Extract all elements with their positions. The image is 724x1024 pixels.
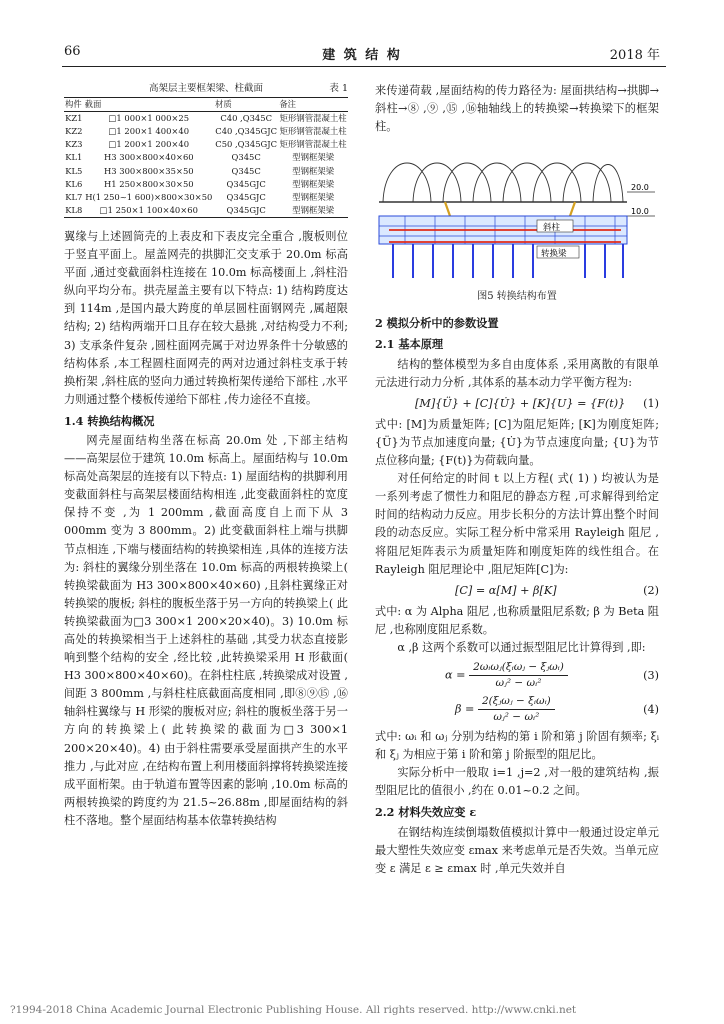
equation-2	[375, 582, 659, 600]
transfer-structure-drawing	[375, 146, 659, 284]
table-cell: KL7	[65, 191, 83, 202]
page-number: 66	[64, 44, 81, 59]
paragraph: 来传递荷载 ,屋面结构的传力路径为: 屋面拱结构→拱脚→斜柱→⑧ ,⑨ ,⑮ ,⑯轴轴线上的转换梁→转换梁下的框架柱。	[375, 84, 659, 134]
paragraph: 式中: [M]为质量矩阵; [C]为阻尼矩阵; [K]为刚度矩阵; {Ü}为节点加速度向量; {U̇}为节点速度向量; {U}为节点位移向量; {F(t)}为荷载向量。	[375, 417, 659, 468]
table-cell: H(1 250~1 600)×800×30×50	[85, 191, 213, 202]
table-row	[64, 151, 348, 164]
equation-1	[375, 395, 659, 413]
left-column	[64, 82, 348, 830]
table-cell: 型钢框架梁	[278, 204, 348, 218]
journal-title: 建 筑 结 构	[322, 48, 402, 63]
table-cell: Q345GJC	[214, 204, 278, 218]
paragraph: 式中: ωᵢ 和 ωⱼ 分别为结构的第 i 阶和第 j 阶固有频率; ξᵢ 和 ξⱼ 为相应于第 i 阶和第 j 阶振型的阻尼比。	[375, 730, 659, 762]
table-cell: □1 200×1 400×40	[108, 126, 190, 137]
table-cell: Q345C	[231, 165, 261, 176]
fraction	[469, 660, 568, 691]
equation-number: (4)	[643, 702, 659, 716]
section-heading: 2 模拟分析中的参数设置	[375, 316, 499, 331]
table-cell: KZ1	[65, 113, 83, 124]
paragraph: 网壳屋面结构坐落在标高 20.0m 处 ,下部主结构——高架层位于建筑 10.0m 标高上。屋面结构与 10.0m 标高处高架层的连接有以下特点: 1) 屋面结构的拱脚利用变截面斜柱与高架层楼面结构相连 ,此变截面斜柱的宽度保持不变 ,为 1 200mm ,截面高度自上而下从 3 000mm 变为 3 800mm。2) 此变截面斜柱上端与拱脚节点相连 ,下端与楼面结构的转换梁相连 ,具体的连接方法为: 斜柱的翼缘分别坐落在 10.0m 标高的两根转换梁上( 转换梁截面为 H3 300×800×40×60) ,且斜柱翼缘正对转换梁的腹板; 斜柱的腹板坐落于另一方向的转换梁上( 此转换梁截面为□3 300×1 200×20×40)。3) 10.0m 标高处的转换梁相当于上述斜柱的基础 ,其受力状态直接影响到整个结构的安全 ,经比较 ,此转换梁采用 H 形截面( H3 300×800×40×60)。在斜柱柱底 ,转换梁成对设置 ,间距 3 800mm ,与斜柱柱底截面高度相同 ,即⑧⑨⑮ ,⑯轴斜柱翼缘与 H 形梁的腹板对应; 斜柱的腹板坐落于另一方向的转换梁上( 此转换梁的截面为□3 300×1 200×20×40)。4) 由于斜柱需要承受屋面拱产生的水平推力 ,与此对应 ,在结构布置上利用楼面斜撑将转换梁连接成平面桁架。由于轨道布置等因素的影响 ,10.0m 标高的两根转换梁的跨度约为 21.5~26.88m ,即屋面结构的斜柱不落地。整个屋面结构基本依靠转换结构	[64, 433, 348, 827]
elevation-label: 10.0	[631, 207, 649, 217]
table-cell: KL8	[64, 204, 84, 218]
table-cell: H1 250×800×30×50	[103, 178, 194, 189]
table-header: 备注	[278, 98, 348, 112]
table-cell: 型钢框架梁	[292, 178, 335, 189]
table-row	[64, 165, 348, 178]
section-heading: 2.1 基本原理	[375, 337, 444, 352]
year: 2018 年	[609, 48, 660, 63]
equation-number: (3)	[643, 668, 659, 682]
table-row	[64, 204, 348, 218]
fraction	[478, 694, 555, 725]
table-cell: KL5	[65, 165, 83, 176]
numerator: 2(ξⱼωⱼ − ξᵢωᵢ)	[478, 694, 555, 710]
column-label: 斜柱	[543, 223, 561, 234]
paragraph: 式中: α 为 Alpha 阻尼 ,也称质量阻尼系数; β 为 Beta 阻尼 ,也称刚度阻尼系数。	[375, 604, 659, 636]
table-cell: 型钢框架梁	[292, 191, 335, 202]
table-cell: C50 ,Q345GJC	[215, 139, 277, 150]
equation-4	[375, 694, 659, 725]
elevation-label: 20.0	[631, 183, 649, 193]
denominator: ωⱼ² − ωᵢ²	[493, 711, 540, 724]
paragraph: 在钢结构连续倒塌数值模拟计算中一般通过设定单元最大塑性失效应变 εmax 来考虑单元是否失效。当单元应变 ε 满足 ε ≥ εmax 时 ,单元失效并自	[375, 825, 659, 875]
equation-body: [C] = α[M] + β[K]	[455, 583, 557, 597]
table-header: 构件	[64, 98, 84, 112]
table-header-row	[64, 98, 348, 112]
table-cell: H3 300×800×35×50	[103, 165, 194, 176]
table-cell: 矩形钢管混凝土柱	[279, 139, 347, 150]
paragraph: 对任何给定的时间 t 以上方程( 式( 1) ) 均被认为是一系列考虑了惯性力和阻尼的静态方程 ,可求解得到给定时间的结构动力反应。用步长积分的方法计算出整个时间段的动态反应。实际工程分析中常采用 Rayleigh 阻尼 ,将阻尼矩阵表示为质量矩阵和刚度矩阵的线性组合。在 Rayleigh 阻尼理论中 ,阻尼矩阵[C]为:	[375, 472, 659, 576]
table-cell: KZ2	[65, 126, 83, 137]
paragraph: 翼缘与上述圆筒壳的上表皮和下表皮完全重合 ,腹板则位于竖直平面上。屋盖网壳的拱脚汇交支承于 20.0m 标高平面 ,通过变截面斜柱连接在 10.0m 标高楼面上 ,斜柱沿纵向平均分布。拱壳屋盖主要有以下特点: 1) 结构跨度达到 114m ,是国内最大跨度的单层圆柱面钢网壳 ,属超限结构; 2) 结构两端开口且存在较大悬挑 ,对结构受力不利; 3) 支承条件复杂 ,圆柱面网壳属于对边界条件十分敏感的结构体系 ,本工程圆柱面网壳的两对边通过斜柱支承于转换桁架 ,斜柱底的竖向力通过转换桁架传递给下部柱 ,水平力则通过整个楼板传递给下部柱 ,传力途径不直接。	[64, 229, 348, 406]
right-column	[375, 82, 659, 878]
table-cell: KL6	[65, 178, 83, 189]
table-row	[64, 191, 348, 204]
table-cell: Q345C	[231, 152, 261, 163]
table-header: 材质	[214, 98, 278, 112]
denominator: ωⱼ² − ωᵢ²	[495, 677, 542, 690]
equation-body: [M]{Ü} + [C]{U̇} + [K]{U} = {F(t)}	[415, 396, 626, 410]
equation-number: (2)	[643, 583, 659, 597]
copyright-footer: ?1994-2018 China Academic Journal Electronic Publishing House. All rights reserved. http://www.cnki.net	[10, 1004, 577, 1016]
table-cell: C40 ,Q345GJC	[215, 126, 277, 137]
table-cell: □1 250×1 100×40×60	[84, 204, 214, 218]
table-cell: 矩形钢管混凝土柱	[279, 126, 347, 137]
beam-label: 转换梁	[541, 249, 567, 260]
table-cell: KL1	[65, 152, 83, 163]
equation-3	[375, 660, 659, 691]
table-1	[64, 82, 348, 218]
table-cell: Q345GJC	[226, 191, 266, 202]
table-number: 表 1	[329, 83, 348, 94]
section-heading: 2.2 材料失效应变 ε	[375, 805, 477, 820]
table-row	[64, 112, 348, 126]
equation-lhs: β =	[455, 702, 475, 716]
figure-caption: 图5 转换结构布置	[477, 291, 557, 303]
equation-number: (1)	[643, 396, 659, 410]
figure-5	[375, 146, 659, 284]
paragraph: 结构的整体模型为多自由度体系 ,采用离散的有限单元法进行动力分析 ,其体系的基本动力学平衡方程为:	[375, 357, 659, 389]
table-cell: H3 300×800×40×60	[103, 152, 194, 163]
equation-lhs: α =	[445, 668, 466, 682]
paragraph: α ,β 这两个系数可以通过振型阻尼比计算得到 ,即:	[397, 640, 646, 654]
numerator: 2ωᵢωⱼ(ξᵢωⱼ − ξⱼωᵢ)	[469, 660, 568, 676]
table-caption: 高架层主要框架梁、柱截面 表 1	[148, 83, 348, 94]
header-rule	[62, 66, 666, 67]
paragraph: 实际分析中一般取 i=1 ,j=2 ,对一般的建筑结构 ,振型阻尼比的值很小 ,约在 0.01~0.2 之间。	[375, 766, 659, 798]
table-row	[64, 178, 348, 191]
table-cell: 矩形钢管混凝土柱	[279, 113, 347, 124]
table-cell: Q345GJC	[226, 178, 266, 189]
table-cell: □1 200×1 200×40	[108, 139, 190, 150]
table-cell: C40 ,Q345C	[220, 113, 272, 124]
table-row	[64, 125, 348, 138]
table-cell: KZ3	[65, 139, 83, 150]
table-cell: □1 000×1 000×25	[108, 113, 190, 124]
table-header: 截面	[84, 98, 214, 112]
section-heading: 1.4 转换结构概况	[64, 413, 155, 428]
table-row	[64, 138, 348, 151]
table-cell: 型钢框架梁	[292, 165, 335, 176]
table-cell: 型钢框架梁	[292, 152, 335, 163]
